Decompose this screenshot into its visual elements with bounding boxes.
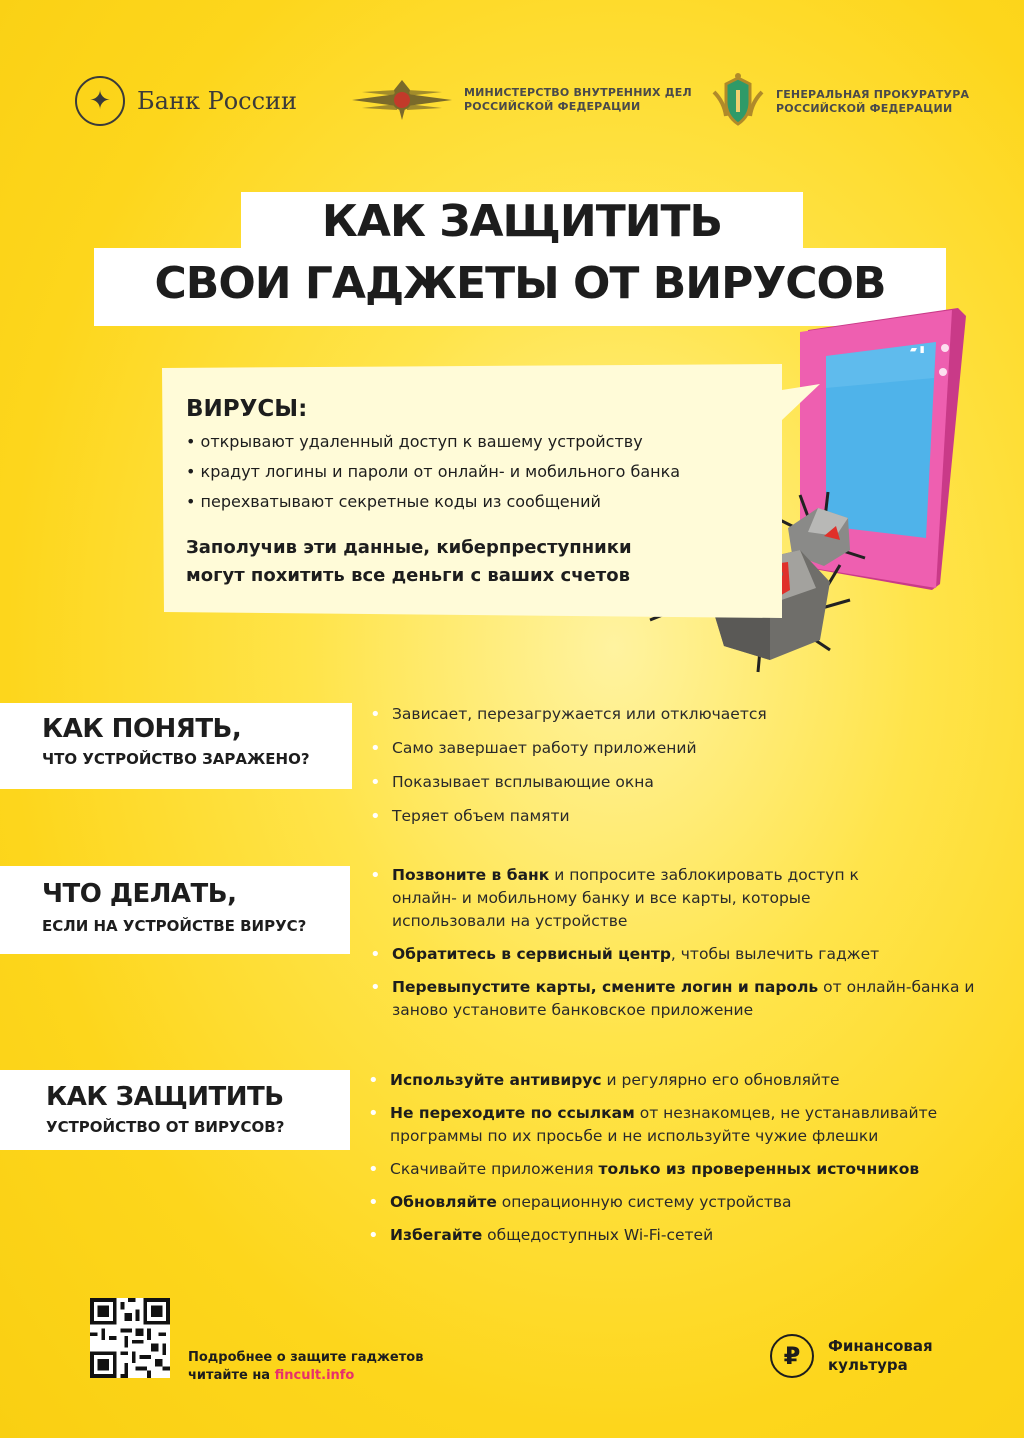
list-item [390, 1224, 990, 1247]
list-item [390, 1102, 980, 1148]
viruses-conclusion [186, 534, 706, 590]
viruses-conclusion-line1: Заполучив эти данные, киберпреступники [186, 537, 632, 558]
ruble-icon: ₽ [770, 1334, 814, 1378]
item-bold: Обратитесь в сервисный центр [392, 945, 671, 963]
item-bold: Позвоните в банк [392, 866, 550, 884]
gp-name-line1: ГЕНЕРАЛЬНАЯ ПРОКУРАТУРА [776, 88, 970, 101]
list-item: • Само завершает работу приложений [392, 737, 767, 760]
section-protect-title: КАК ЗАЩИТИТЬ [46, 1082, 284, 1112]
more-info-line2: читайте на fincult.info [188, 1368, 355, 1383]
list-item [390, 1191, 990, 1214]
viruses-conclusion-line2: могут похитить все деньги с ваших счетов [186, 565, 630, 586]
section-protect-list [390, 1069, 990, 1247]
financial-culture-logo [770, 1334, 933, 1378]
list-item: • Теряет объем памяти [392, 805, 767, 828]
mvd-logo [352, 70, 692, 130]
prosecutor-emblem-icon [710, 72, 766, 132]
qr-code-icon[interactable] [90, 1298, 170, 1378]
section-infected-subtitle: ЧТО УСТРОЙСТВО ЗАРАЖЕНО? [42, 750, 310, 768]
fincult-link[interactable]: fincult.info [274, 1368, 355, 1383]
section-what-to-do-list [392, 864, 992, 1022]
svg-text:▰ ▮: ▰ ▮ [910, 345, 925, 355]
item-text: и регулярно его обновляйте [601, 1071, 840, 1089]
item-text: от онлайн-банка и заново установите банковское приложение [392, 978, 975, 1019]
bank-of-russia-logo [75, 76, 297, 126]
eagle-emblem-icon: ✦ [75, 76, 125, 126]
list-item: • открывают удаленный доступ к вашему устройству [186, 432, 643, 451]
section-what-to-do-subtitle: ЕСЛИ НА УСТРОЙСТВЕ ВИРУС? [42, 917, 307, 935]
more-info-text [188, 1349, 423, 1385]
item-text: , чтобы вылечить гаджет [670, 945, 880, 963]
section-infected-list [392, 703, 767, 828]
item-bold: Не переходите по ссылкам [390, 1104, 635, 1122]
bank-name: Банк России [137, 87, 298, 115]
mvd-name-line2: РОССИЙСКОЙ ФЕДЕРАЦИИ [464, 100, 641, 113]
item-bold: Используйте антивирус [390, 1071, 602, 1089]
prosecutor-logo [710, 72, 969, 132]
item-text: от незнакомцев, не устанавливайте программы по их просьбе и не используйте чужие флешки [390, 1104, 938, 1145]
fk-line1: Финансовая [828, 1337, 933, 1355]
page-title-line1: КАК ЗАЩИТИТЬ [321, 196, 723, 247]
item-bold: Избегайте [390, 1226, 483, 1244]
page-title-line2: СВОИ ГАДЖЕТЫ ОТ ВИРУСОВ [154, 258, 886, 309]
item-text-pre: Скачивайте приложения [390, 1160, 599, 1178]
list-item [390, 1069, 990, 1092]
viruses-heading: ВИРУСЫ: [186, 396, 308, 422]
list-item: • Показывает всплывающие окна [392, 771, 767, 794]
mvd-name-line1: МИНИСТЕРСТВО ВНУТРЕННИХ ДЕЛ [464, 86, 692, 99]
list-item: • Зависает, перезагружается или отключается [392, 703, 767, 726]
item-bold: Перевыпустите карты, смените логин и пароль [392, 978, 819, 996]
section-protect-subtitle: УСТРОЙСТВО ОТ ВИРУСОВ? [46, 1118, 285, 1136]
item-text: общедоступных Wi-Fi-сетей [482, 1226, 714, 1244]
item-bold: Обновляйте [390, 1193, 497, 1211]
gp-name-line2: РОССИЙСКОЙ ФЕДЕРАЦИИ [776, 102, 953, 115]
list-item [392, 864, 912, 933]
mvd-emblem-icon [352, 70, 452, 130]
section-infected-title: КАК ПОНЯТЬ, [42, 714, 242, 744]
section-what-to-do-title: ЧТО ДЕЛАТЬ, [42, 879, 237, 909]
list-item: • крадут логины и пароли от онлайн- и мобильного банка [186, 462, 681, 481]
viruses-list [186, 430, 680, 520]
item-text: операционную систему устройства [496, 1193, 792, 1211]
list-item: • перехватывают секретные коды из сообщений [186, 492, 601, 511]
list-item [392, 943, 992, 966]
more-info-line1: Подробнее о защите гаджетов [188, 1350, 424, 1365]
list-item [392, 976, 982, 1022]
item-bold: только из проверенных источников [598, 1160, 920, 1178]
item-text: и попросите заблокировать доступ к онлайн- и мобильному банку и все карты, которые использовали на устройстве [392, 866, 859, 930]
list-item [390, 1158, 990, 1181]
fk-line2: культура [828, 1356, 908, 1374]
